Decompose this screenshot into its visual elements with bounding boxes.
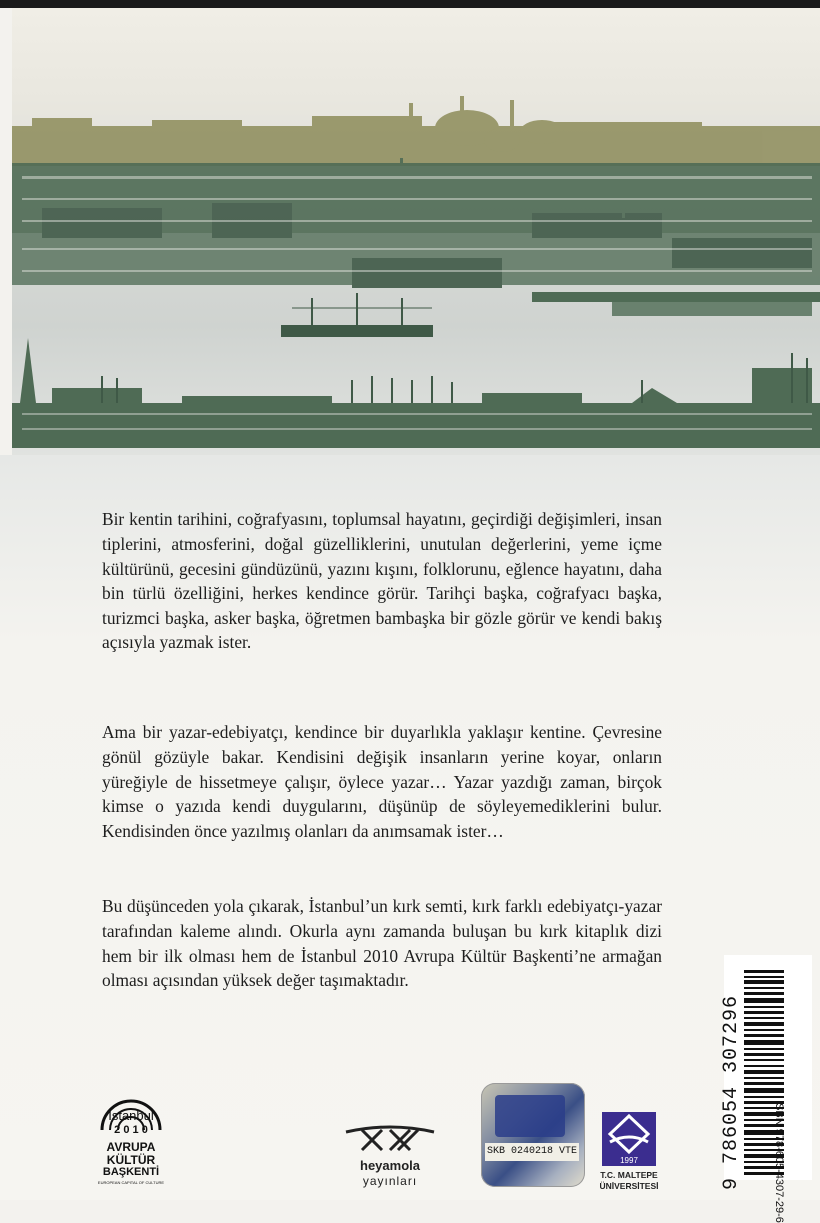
maltepe-line2: ÜNİVERSİTESİ [599,1181,659,1191]
maltepe-university-logo [596,1112,662,1194]
istanbul-logo-tagline: EUROPEAN CAPITAL OF CULTURE [97,1180,165,1185]
top-edge-strip [0,0,820,8]
paragraph-2: Ama bir yazar-edebiyatçı, kendince bir duyarlıkla yaklaşır kentine. Çevresine gönül gözüyle bakar. Kendisini değişik insanların yerine koyar, onların yüreğiyle de hissetmeye çalışır, öylece yazar… Yazar yazdığı zaman, birçok kimse o yazıda kendi duygularını, düşünüp de söyleyemediklerini bulur. Kendisinden önce yazılmış olanları da anımsamak ister… [102,722,662,841]
heyamola-logo [342,1122,438,1192]
istanbul-2010-logo [96,1088,166,1188]
maltepe-emblem-mark [602,1112,656,1156]
maltepe-line1: T.C. MALTEPE [600,1170,658,1180]
paragraph-3: Bu düşünceden yola çıkarak, İstanbul’un kırk semti, kırk farklı edebiyatçı-yazar tarafından kaleme alındı. Okurla aynı zamanda buluşan bu kırk kitaplık dizi hem bir ilk olması hem de İstanbul 2010 Avrupa Kültür Başkenti’ne armağan olması açısından yüksek değer taşımaktadır. [102,896,662,991]
hologram-code: SKB 0240218 VTE [485,1143,579,1161]
istanbul-logo-city: İstanbul [108,1108,154,1123]
panorama-drawing [12,8,820,463]
istanbul-logo-avrupa: AVRUPA [106,1140,156,1154]
heyamola-name: heyamola [360,1158,420,1173]
heyamola-subtitle: yayınları [362,1174,418,1188]
maltepe-year: 1997 [620,1156,638,1165]
barcode-digits: 9 786054 307296 [720,994,743,1190]
istanbul-logo-year: 2 0 1 0 [114,1124,148,1136]
heyamola-logo-mark [342,1122,438,1156]
istanbul-panorama-engraving [12,8,820,463]
paragraph-1: Bir kentin tarihini, coğrafyasını, toplumsal hayatını, geçirdiği değişimleri, insan tiplerini, atmosferini, doğal güzelliklerini, unutulan değerlerini, yeme içme kültürünü, gecesini gündüzünü, yazını kışını, folklorunu, eğlence hayatını, daha bin türlü özelliğini, herkes kendince görür. Tarihçi başka, coğrafyacı başka, turizmci başka, asker başka, öğretmen bambaşka bir gözle görür ve kendi bakış açısıyla yazmak ister. [102,509,662,653]
istanbul-logo-baskenti: BAŞKENTİ [102,1166,160,1178]
isbn-label: ISBN 978-605-4307-29-6 [773,1100,785,1223]
istanbul-logo-kultur: KÜLTÜR [106,1153,156,1167]
hologram-sticker [481,1083,585,1187]
hologram-pattern [495,1095,565,1137]
